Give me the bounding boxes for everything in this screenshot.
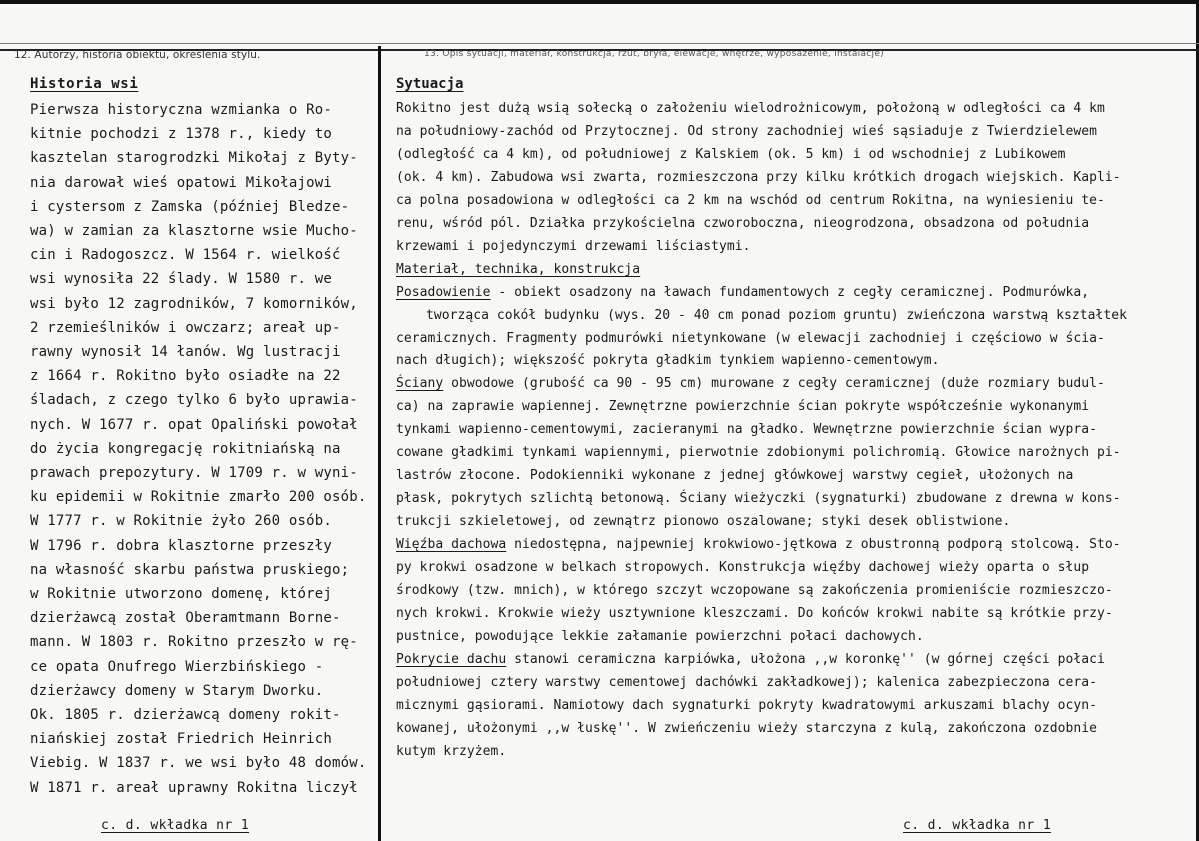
history-line: W 1796 r. dobra klasztorne przeszły: [30, 537, 333, 554]
history-line: mann. W 1803 r. Rokitno przeszło w rę-: [30, 634, 358, 651]
history-line: śladach, z czego tylko 6 było uprawia-: [30, 392, 358, 409]
description-text: [396, 98, 1196, 764]
history-line: W 1871 r. areał uprawny Rokitna liczył: [30, 779, 358, 796]
history-line: niańskiej został Friedrich Heinrich: [30, 731, 333, 748]
description-line: [396, 695, 1196, 718]
description-line: [396, 672, 1196, 695]
top-border: [0, 0, 1199, 4]
history-line: z 1664 r. Rokitno było osiadłe na 22: [30, 368, 341, 385]
description-line: [396, 465, 1196, 488]
description-line: [396, 442, 1196, 465]
history-line: rawny wynosił 14 łanów. Wg lustracji: [30, 344, 341, 361]
description-line: [396, 190, 1196, 213]
history-line: dzierżawcy domeny w Starym Dworku.: [30, 682, 324, 699]
description-line-text: nych krokwi. Krokwie wieży usztywnione kleszczami. Do końców krokwi nabite są krótkie przy-: [396, 605, 1113, 621]
description-line: [396, 121, 1196, 144]
description-line-text: ceramicznych. Fragmenty podmurówki nietynkowane (w elewacji zachodniej i częściowo w ścia-: [396, 330, 1105, 346]
description-line-text: nach długich); większość pokryta gładkim tynkiem wapienno-cementowym.: [396, 353, 940, 369]
history-line: ku epidemii w Rokitnie zmarło 200 osób.: [30, 489, 367, 506]
description-line: [396, 626, 1196, 649]
situation-heading: Sytuacja: [396, 76, 464, 92]
description-line: [396, 259, 1196, 282]
continuation-note-right: c. d. wkładka nr 1: [903, 818, 1052, 833]
history-line: 2 rzemieślników i owczarz; areał up-: [30, 319, 341, 336]
history-line: i cystersom z Zamska (później Bledze-: [30, 198, 350, 215]
description-line: [396, 236, 1196, 259]
description-line-text: pustnice, powodujące lekkie załamanie powierzchni połaci dachowych.: [396, 628, 924, 644]
history-line: wa) w zamian za klasztorne wsie Mucho-: [30, 223, 358, 240]
subsection-label: Materiał, technika, konstrukcja: [396, 261, 641, 277]
history-text: [30, 98, 375, 800]
description-line-text: tynkami wapienno-cementowymi, zacieranymi na gładko. Wewnętrzne powierzchnie ścian wypra-: [396, 422, 1098, 438]
history-line: Pierwsza historyczna wzmianka o Ro-: [30, 102, 333, 118]
description-line-text: krzewami i pojedynczymi drzewami liściastymi.: [396, 238, 751, 254]
header-rule-thin: [0, 43, 1199, 44]
description-line: [396, 350, 1196, 373]
description-line: [396, 488, 1196, 511]
description-line-text: kutym krzyżem.: [396, 743, 507, 759]
description-line: [396, 167, 1196, 190]
section-13-header: 13. Opis sytuacji, materiał, konstrukcja, rzut, bryła, elewacje, wnętrze, wyposażenie, instalacje): [424, 49, 884, 59]
history-line: ce opata Onufrego Wierzbińskiego -: [30, 658, 324, 675]
history-line: prawach prepozytury. W 1709 r. w wyni-: [30, 465, 358, 482]
description-line: [396, 419, 1196, 442]
description-line: [396, 282, 1196, 305]
description-line-text: na południowy-zachód od Przytocznej. Od strony zachodniej wieś sąsiaduje z Twierdzielewem: [396, 123, 1098, 139]
history-line: W 1777 r. w Rokitnie żyło 260 osób.: [30, 513, 333, 530]
description-line-text: - obiekt osadzony na ławach fundamentowych z cegły ceramicznej. Podmurówka,: [490, 284, 1090, 300]
description-line-text: cowane gładkimi tynkami wapiennymi, pierwotnie zdobionymi polichromią. Głowice narożnych pi-: [396, 445, 1121, 461]
description-line: [396, 580, 1196, 603]
history-line: cin i Radogoszcz. W 1564 r. wielkość: [30, 247, 341, 264]
subsection-label: Ściany: [396, 376, 444, 392]
description-line-text: lastrów złocone. Podokienniki wykonane z jednej główkowej warstwy cegieł, ułożonych na: [396, 468, 1074, 484]
description-line: [396, 396, 1196, 419]
description-line: [396, 373, 1196, 396]
description-line-text: py krokwi osadzone w belkach stropowych. Konstrukcja więźby dachowej wieży oparta o słup: [396, 560, 1090, 576]
description-line: [396, 741, 1196, 764]
description-line-text: Rokitno jest dużą wsią sołecką o założeniu wielodrożnicowym, położoną w odległości ca 4 km: [396, 101, 1105, 116]
column-divider: [378, 46, 381, 841]
history-line: nia darował wieś opatowi Mikołajowi: [30, 174, 333, 191]
description-line-text: niedostępna, najpewniej krokwiowo-jętkowa z obustronną podporą stolcową. Sto-: [506, 537, 1121, 553]
subsection-label: Posadowienie: [396, 284, 491, 300]
description-line-text: stanowi ceramiczna karpiówka, ułożona ,,w koronkę'' (w górnej części połaci: [506, 651, 1105, 667]
description-line-text: ca) na zaprawie wapiennej. Zewnętrzne powierzchnie ścian pokryte współcześnie wykonanymi: [396, 399, 1090, 415]
history-line: Viebig. W 1837 r. we wsi było 48 domów.: [30, 755, 367, 772]
continuation-note-left: c. d. wkładka nr 1: [101, 818, 250, 833]
description-line-text: tworząca cokół budynku (wys. 20 - 40 cm ponad poziom gruntu) zwieńczona warstwą kształtek: [426, 307, 1128, 323]
description-line: [396, 557, 1196, 580]
subsection-label: Więźba dachowa: [396, 537, 507, 553]
history-line: w Rokitnie utworzono domenę, której: [30, 586, 333, 603]
description-line: [396, 649, 1196, 672]
subsection-label: Pokrycie dachu: [396, 651, 507, 667]
description-line: [396, 328, 1196, 351]
description-line-text: (ok. 4 km). Zabudowa wsi zwarta, rozmieszczona przy kilku krótkich drogach wiejskich. Kapli-: [396, 169, 1121, 185]
history-line: na własność skarbu państwa pruskiego;: [30, 561, 350, 578]
section-12-header: 12. Autorzy, historia obiektu, określenia stylu.: [14, 49, 261, 61]
description-line-text: renu, wśród pól. Działka przykościelna czworoboczna, nieogrodzona, obsadzona od południa: [396, 215, 1090, 231]
description-line: [396, 305, 1196, 328]
history-line: wsi było 12 zagrodników, 7 komorników,: [30, 295, 358, 312]
history-line: nych. W 1677 r. opat Opaliński powołał: [30, 416, 358, 433]
history-line: kitnie pochodzi z 1378 r., kiedy to: [30, 126, 333, 143]
history-line: Ok. 1805 r. dzierżawcą domeny rokit-: [30, 707, 341, 724]
description-line-text: obwodowe (grubość ca 90 - 95 cm) murowane z cegły ceramicznej (duże rozmiary budul-: [443, 376, 1105, 392]
description-line-text: trukcji szkieletowej, od zewnątrz pionowo oszalowane; styki desek oblistwione.: [396, 514, 1011, 530]
history-line: kasztelan starogrodzki Mikołaj z Byty-: [30, 150, 358, 167]
description-line: [396, 144, 1196, 167]
description-line: [396, 603, 1196, 626]
description-line: [396, 98, 1196, 121]
description-line-text: ca polna posadowiona w odległości ca 2 km na wschód od centrum Rokitna, na wyniesieniu te-: [396, 192, 1105, 208]
description-line: [396, 534, 1196, 557]
description-line-text: środkowy (tzw. mnich), w którego szczyt wczopowane są zakończenia promieniście rozmieszczo-: [396, 583, 1113, 599]
description-line-text: micznymi gąsiorami. Namiotowy dach sygnaturki pokryty kwadratowymi arkuszami blachy ocyn-: [396, 697, 1098, 713]
description-line-text: (odległość ca 4 km), od południowej z Kalskiem (ok. 5 km) i od wschodniej z Lubikowem: [396, 146, 1066, 162]
history-line: wsi wynosiła 22 ślady. W 1580 r. we: [30, 271, 333, 288]
description-line: [396, 213, 1196, 236]
description-line-text: płask, pokrytych szlichtą betonową. Ściany wieżyczki (sygnaturki) zbudowane z drewna w kons-: [396, 491, 1121, 507]
history-line: dzierżawcą został Oberamtmann Borne-: [30, 610, 341, 627]
description-line: [396, 718, 1196, 741]
history-heading: Historia wsi: [30, 76, 139, 92]
description-line-text: kowanej, ułożonymi ,,w łuskę''. W zwieńczeniu wieży starczyna z kulą, zakończona ozdobnie: [396, 720, 1098, 736]
history-line: do życia kongregację rokitniańską na: [30, 440, 341, 457]
description-line: [396, 511, 1196, 534]
description-line-text: południowej cztery warstwy cementowej dachówki zakładkowej); kalenica zabezpieczona cera-: [396, 674, 1098, 690]
